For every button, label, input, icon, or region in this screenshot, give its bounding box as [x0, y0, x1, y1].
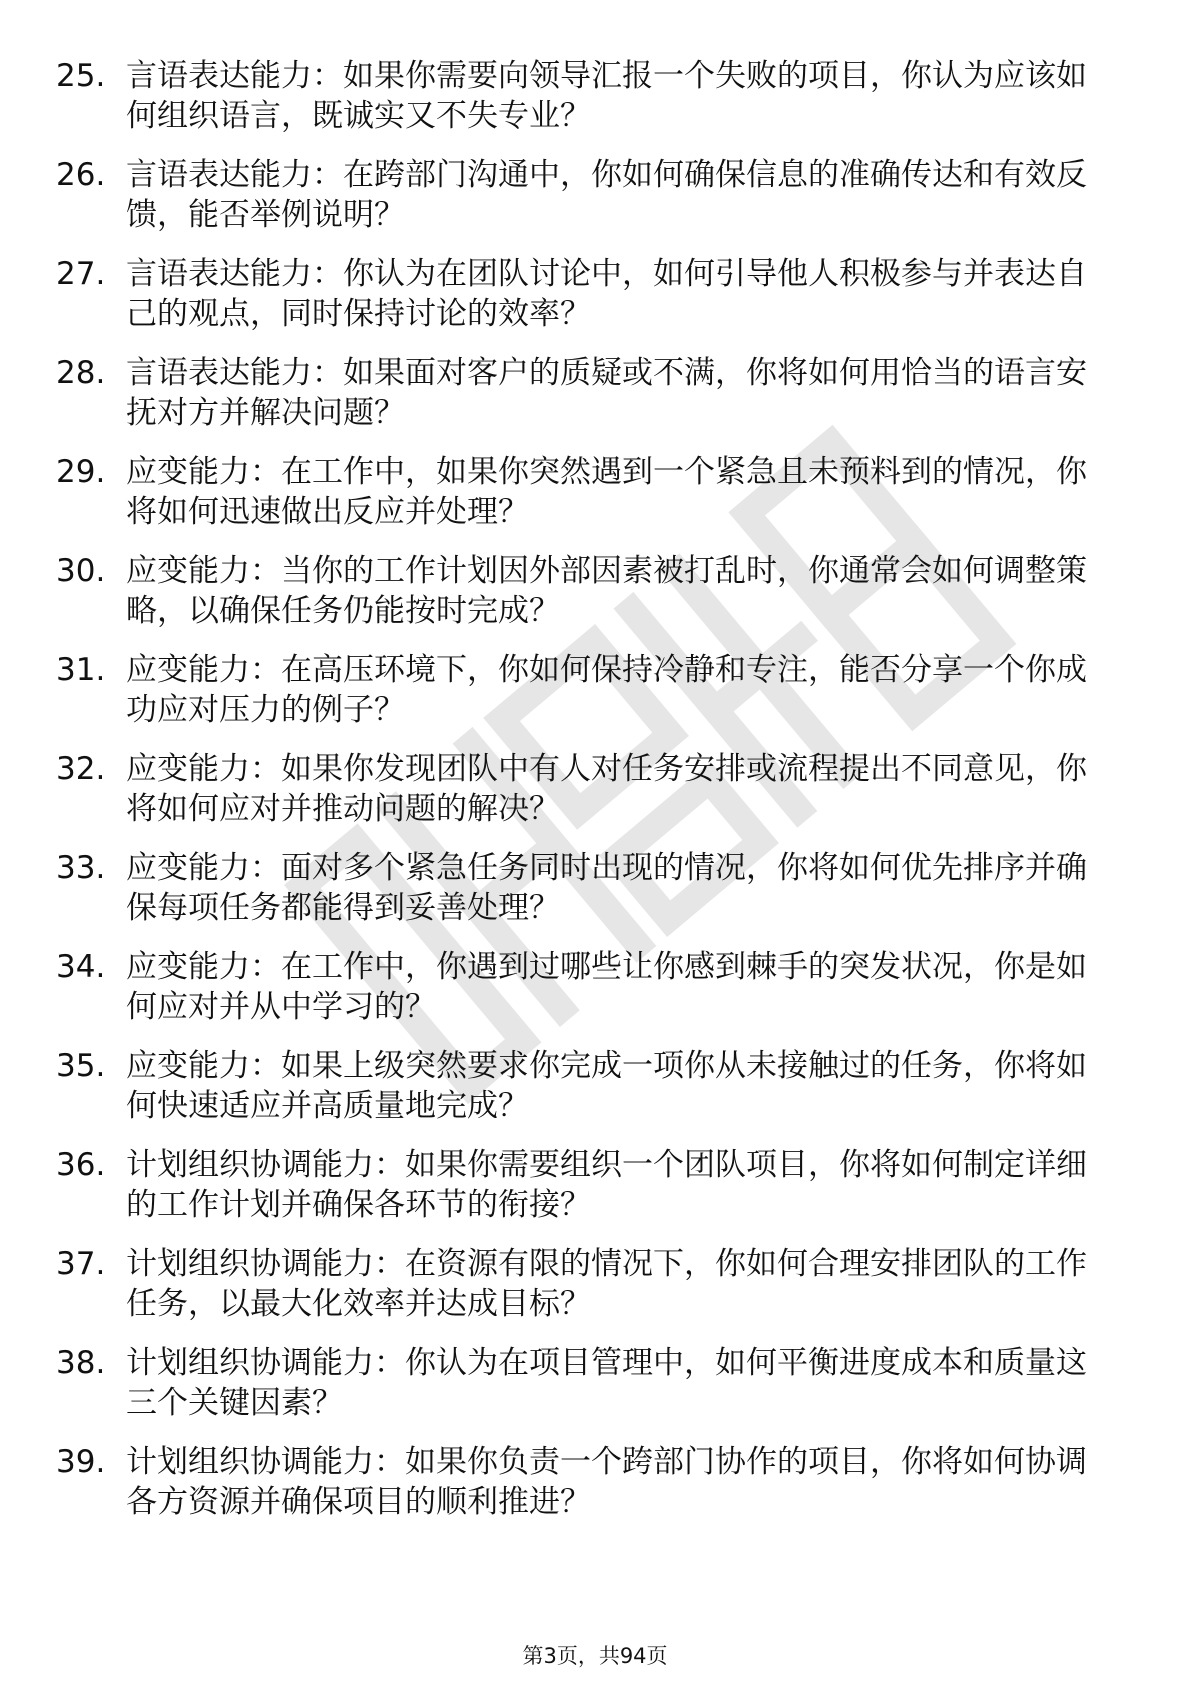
question-text: 应变能力：在工作中，如果你突然遇到一个紧急且未预料到的情况，你将如何迅速做出反应并处理？: [126, 454, 1087, 530]
question-item: [0, 1234, 1190, 1333]
page-number-label: 第3页，共94页: [522, 1644, 668, 1668]
question-item: [0, 1036, 1190, 1135]
question-number: 37.: [56, 1246, 106, 1282]
question-item: [0, 46, 1190, 145]
question-item: [0, 838, 1190, 937]
question-text: 应变能力：如果你发现团队中有人对任务安排或流程提出不同意见，你将如何应对并推动问题的解决？: [126, 751, 1087, 827]
question-number: 33.: [56, 850, 106, 886]
question-text: 言语表达能力：如果面对客户的质疑或不满，你将如何用恰当的语言安抚对方并解决问题？: [126, 355, 1087, 431]
question-number: 32.: [56, 751, 106, 787]
page-footer: [0, 1643, 1190, 1669]
question-text: 计划组织协调能力：你认为在项目管理中，如何平衡进度成本和质量这三个关键因素？: [126, 1345, 1087, 1421]
question-item: [0, 1333, 1190, 1432]
question-item: [0, 640, 1190, 739]
question-item: [0, 244, 1190, 343]
question-number: 28.: [56, 355, 106, 391]
question-number: 31.: [56, 652, 106, 688]
question-text: 应变能力：在工作中，你遇到过哪些让你感到棘手的突发状况，你是如何应对并从中学习的？: [126, 949, 1087, 1025]
question-text: 计划组织协调能力：在资源有限的情况下，你如何合理安排团队的工作任务，以最大化效率并达成目标？: [126, 1246, 1087, 1322]
question-number: 39.: [56, 1444, 106, 1480]
question-number: 35.: [56, 1048, 106, 1084]
question-number: 36.: [56, 1147, 106, 1183]
question-text: 言语表达能力：如果你需要向领导汇报一个失败的项目，你认为应该如何组织语言，既诚实又不失专业？: [126, 58, 1087, 134]
question-number: 38.: [56, 1345, 106, 1381]
question-number: 29.: [56, 454, 106, 490]
question-item: [0, 1135, 1190, 1234]
question-number: 26.: [56, 157, 106, 193]
question-number: 34.: [56, 949, 106, 985]
question-item: [0, 1432, 1190, 1531]
question-number: 30.: [56, 553, 106, 589]
question-number: 27.: [56, 256, 106, 292]
question-text: 计划组织协调能力：如果你负责一个跨部门协作的项目，你将如何协调各方资源并确保项目的顺利推进？: [126, 1444, 1087, 1520]
question-item: [0, 541, 1190, 640]
question-item: [0, 937, 1190, 1036]
question-text: 言语表达能力：在跨部门沟通中，你如何确保信息的准确传达和有效反馈，能否举例说明？: [126, 157, 1087, 233]
question-text: 计划组织协调能力：如果你需要组织一个团队项目，你将如何制定详细的工作计划并确保各环节的衔接？: [126, 1147, 1087, 1223]
question-text: 言语表达能力：你认为在团队讨论中，如何引导他人积极参与并表达自己的观点，同时保持讨论的效率？: [126, 256, 1087, 332]
question-item: [0, 343, 1190, 442]
question-number: 25.: [56, 58, 106, 94]
question-text: 应变能力：在高压环境下，你如何保持冷静和专注，能否分享一个你成功应对压力的例子？: [126, 652, 1087, 728]
question-list: [0, 46, 1190, 1531]
question-text: 应变能力：当你的工作计划因外部因素被打乱时，你通常会如何调整策略，以确保任务仍能按时完成？: [126, 553, 1087, 629]
question-item: [0, 145, 1190, 244]
question-item: [0, 739, 1190, 838]
question-text: 应变能力：如果上级突然要求你完成一项你从未接触过的任务，你将如何快速适应并高质量地完成？: [126, 1048, 1087, 1124]
question-text: 应变能力：面对多个紧急任务同时出现的情况，你将如何优先排序并确保每项任务都能得到妥善处理？: [126, 850, 1087, 926]
question-item: [0, 442, 1190, 541]
